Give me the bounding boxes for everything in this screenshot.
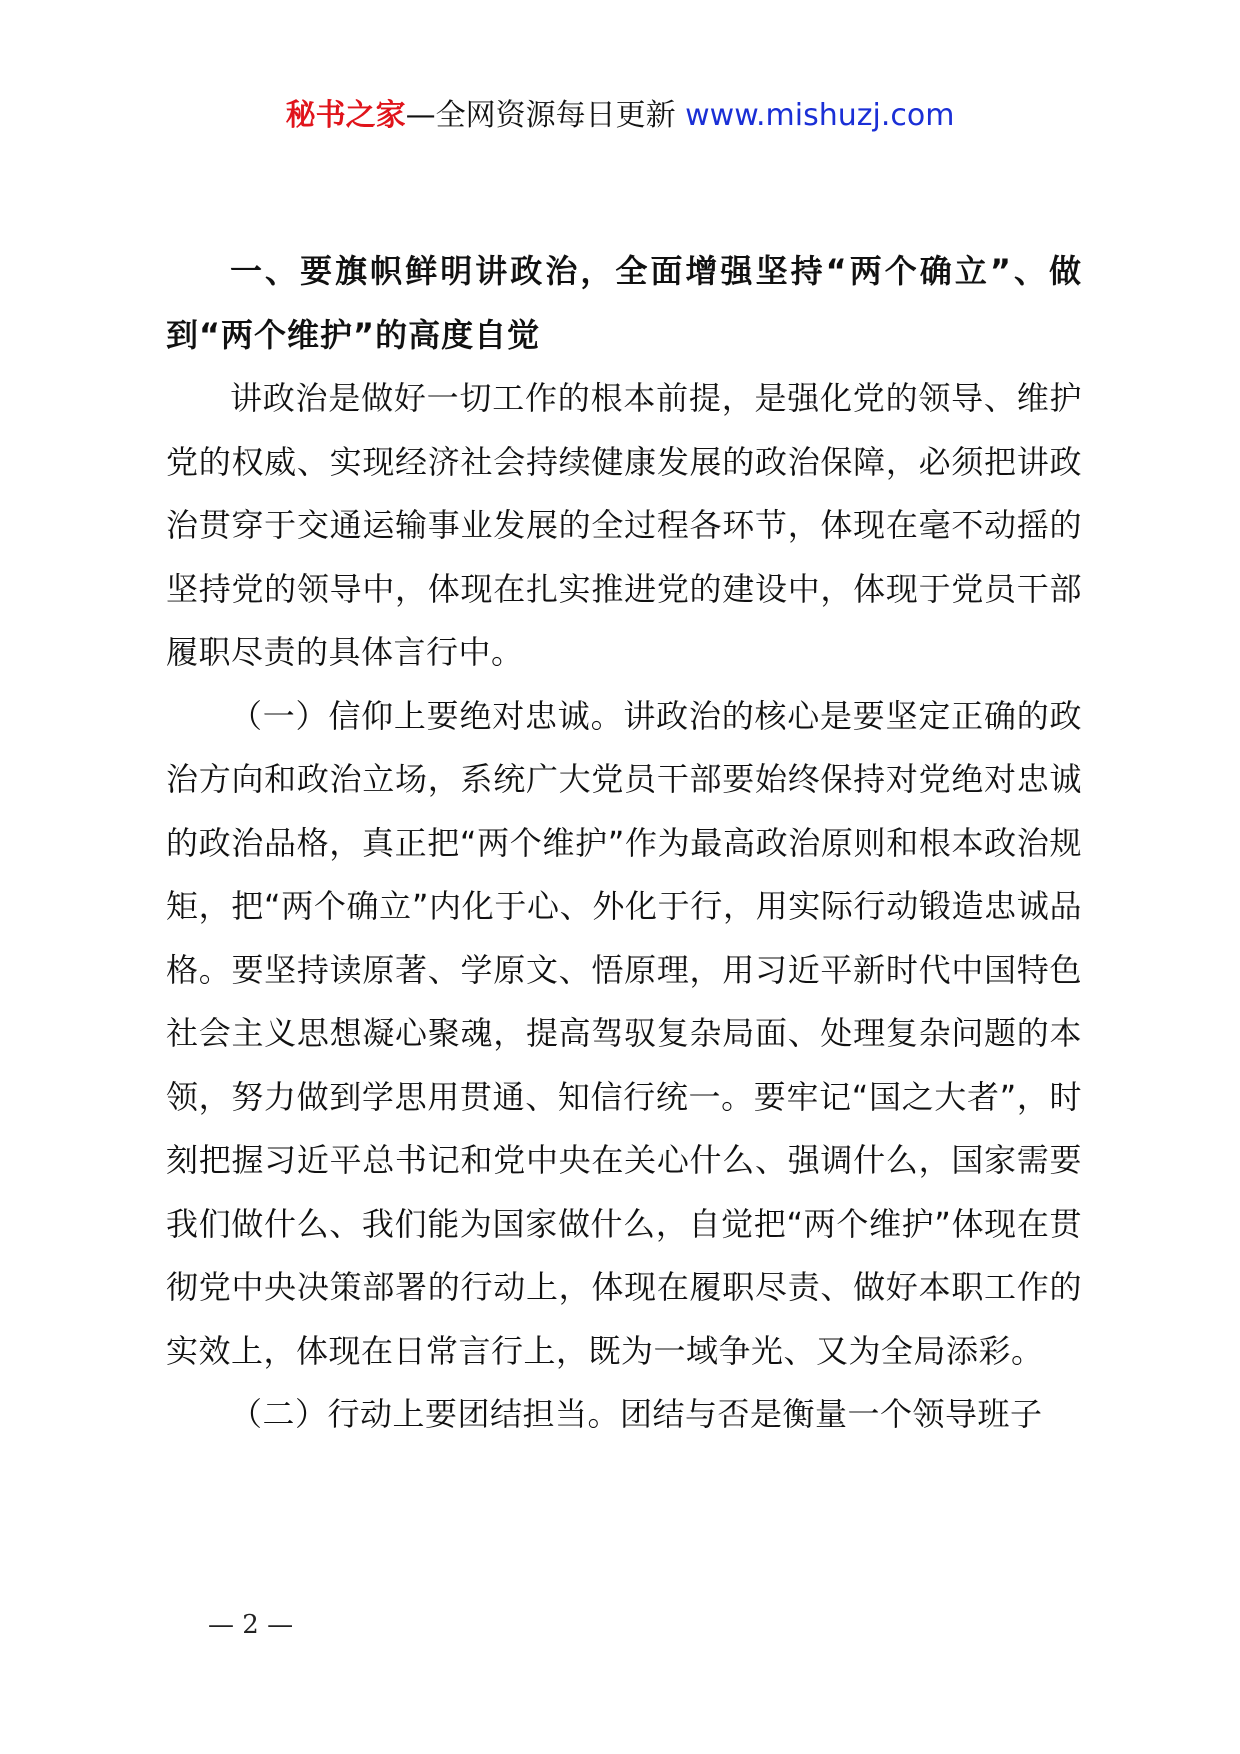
document-body [166,240,1082,1447]
section-heading: 一、要旗帜鲜明讲政治，全面增强坚持“两个确立”、做到“两个维护”的高度自觉 [166,252,1082,354]
body-paragraph: 讲政治是做好一切工作的根本前提，是强化党的领导、维护党的权威、实现经济社会持续健康发展的政治保障，必须把讲政治贯穿于交通运输事业发展的全过程各环节，体现在毫不动摇的坚持党的领导中，体现在扎实推进党的建设中，体现于党员干部履职尽责的具体言行中。 [166,379,1082,671]
page-number: — 2 — [208,1610,294,1640]
site-slogan: —全网资源每日更新 [405,98,676,133]
body-paragraph: （一）信仰上要绝对忠诚。讲政治的核心是要坚定正确的政治方向和政治立场，系统广大党员干部要始终保持对党绝对忠诚的政治品格，真正把“两个维护”作为最高政治原则和根本政治规矩，把“两个确立”内化于心、外化于行，用实际行动锻造忠诚品格。要坚持读原著、学原文、悟原理，用习近平新时代中国特色社会主义思想凝心聚魂，提高驾驭复杂局面、处理复杂问题的本领，努力做到学思用贯通、知信行统一。要牢记“国之大者”，时刻把握习近平总书记和党中央在关心什么、强调什么，国家需要我们做什么、我们能为国家做什么，自觉把“两个维护”体现在贯彻党中央决策部署的行动上，体现在履职尽责、做好本职工作的实效上，体现在日常言行上，既为一域争光、又为全局添彩。 [166,696,1082,1370]
site-header [0,96,1240,136]
body-paragraph: （二）行动上要团结担当。团结与否是衡量一个领导班子 [230,1395,1043,1433]
site-brand: 秘书之家 [285,98,406,133]
site-url[interactable]: www.mishuzj.com [685,98,955,133]
